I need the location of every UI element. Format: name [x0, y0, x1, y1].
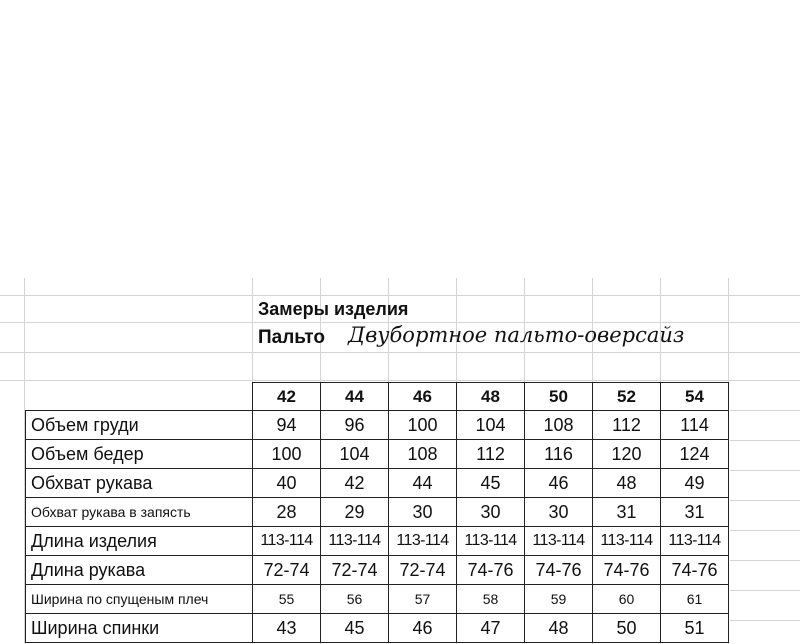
table-cell: 120 — [593, 440, 661, 469]
table-cell: 100 — [389, 411, 457, 440]
product-name: Двубортное пальто-оверсайз — [348, 323, 685, 347]
grid-line — [730, 440, 800, 441]
grid-line — [730, 470, 800, 471]
table-cell: 30 — [525, 498, 593, 527]
table-cell: 56 — [321, 585, 389, 614]
table-row — [26, 527, 729, 556]
table-cell: 108 — [389, 440, 457, 469]
size-header-row — [26, 383, 729, 411]
table-cell: 28 — [253, 498, 321, 527]
grid-line — [730, 620, 800, 621]
table-row — [26, 585, 729, 614]
grid-line — [730, 530, 800, 531]
sheet-title: Замеры изделия — [258, 299, 409, 319]
row-label: Объем груди — [26, 411, 253, 440]
size-header: 44 — [321, 383, 389, 411]
table-cell: 113-114 — [661, 527, 729, 556]
row-label: Длина рукава — [26, 556, 253, 585]
table-cell: 113-114 — [253, 527, 321, 556]
product-type: Пальто — [258, 327, 325, 348]
table-cell: 104 — [457, 411, 525, 440]
table-cell: 59 — [525, 585, 593, 614]
table-cell: 46 — [525, 469, 593, 498]
table-cell: 47 — [457, 614, 525, 643]
table-cell: 72-74 — [389, 556, 457, 585]
table-cell: 57 — [389, 585, 457, 614]
table-cell: 113-114 — [593, 527, 661, 556]
row-label: Обхват рукава в запясть — [26, 498, 253, 527]
table-cell: 114 — [661, 411, 729, 440]
table-cell: 74-76 — [593, 556, 661, 585]
table-cell: 30 — [389, 498, 457, 527]
table-cell: 45 — [321, 614, 389, 643]
grid-line — [730, 560, 800, 561]
grid-line — [0, 352, 800, 353]
table-row — [26, 411, 729, 440]
table-cell: 94 — [253, 411, 321, 440]
table-cell: 58 — [457, 585, 525, 614]
table-row — [26, 556, 729, 585]
table-cell: 100 — [253, 440, 321, 469]
grid-line — [730, 590, 800, 591]
table-cell: 48 — [593, 469, 661, 498]
table-cell: 48 — [525, 614, 593, 643]
table-row — [26, 469, 729, 498]
row-label: Ширина по спущеным плеч — [26, 585, 253, 614]
size-header: 52 — [593, 383, 661, 411]
table-row — [26, 440, 729, 469]
size-header: 48 — [457, 383, 525, 411]
table-cell: 74-76 — [661, 556, 729, 585]
row-label: Ширина спинки — [26, 614, 253, 643]
table-cell: 40 — [253, 469, 321, 498]
table-cell: 60 — [593, 585, 661, 614]
table-cell: 30 — [457, 498, 525, 527]
grid-line — [730, 500, 800, 501]
table-cell: 31 — [593, 498, 661, 527]
table-cell: 112 — [457, 440, 525, 469]
table-cell: 49 — [661, 469, 729, 498]
table-cell: 55 — [253, 585, 321, 614]
table-cell: 43 — [253, 614, 321, 643]
table-cell: 113-114 — [389, 527, 457, 556]
table-cell: 42 — [321, 469, 389, 498]
table-cell: 46 — [389, 614, 457, 643]
size-header: 46 — [389, 383, 457, 411]
table-cell: 108 — [525, 411, 593, 440]
table-cell: 104 — [321, 440, 389, 469]
table-cell: 74-76 — [457, 556, 525, 585]
grid-line — [730, 410, 800, 411]
table-cell: 112 — [593, 411, 661, 440]
table-cell: 116 — [525, 440, 593, 469]
table-cell: 31 — [661, 498, 729, 527]
table-cell: 29 — [321, 498, 389, 527]
table-row — [26, 498, 729, 527]
row-label: Обхват рукава — [26, 469, 253, 498]
table-cell: 51 — [661, 614, 729, 643]
row-label: Длина изделия — [26, 527, 253, 556]
table-cell: 72-74 — [321, 556, 389, 585]
grid-line — [0, 295, 800, 296]
table-row — [26, 614, 729, 643]
size-header: 54 — [661, 383, 729, 411]
size-header: 50 — [525, 383, 593, 411]
table-cell: 61 — [661, 585, 729, 614]
row-label: Объем бедер — [26, 440, 253, 469]
table-cell: 113-114 — [321, 527, 389, 556]
table-cell: 96 — [321, 411, 389, 440]
size-header: 42 — [253, 383, 321, 411]
size-table — [25, 382, 729, 643]
table-cell: 74-76 — [525, 556, 593, 585]
table-cell: 44 — [389, 469, 457, 498]
table-cell: 113-114 — [525, 527, 593, 556]
table-cell: 72-74 — [253, 556, 321, 585]
table-cell: 45 — [457, 469, 525, 498]
table-cell: 50 — [593, 614, 661, 643]
grid-line — [0, 380, 800, 381]
table-cell: 124 — [661, 440, 729, 469]
table-cell: 113-114 — [457, 527, 525, 556]
header-blank — [26, 383, 253, 411]
